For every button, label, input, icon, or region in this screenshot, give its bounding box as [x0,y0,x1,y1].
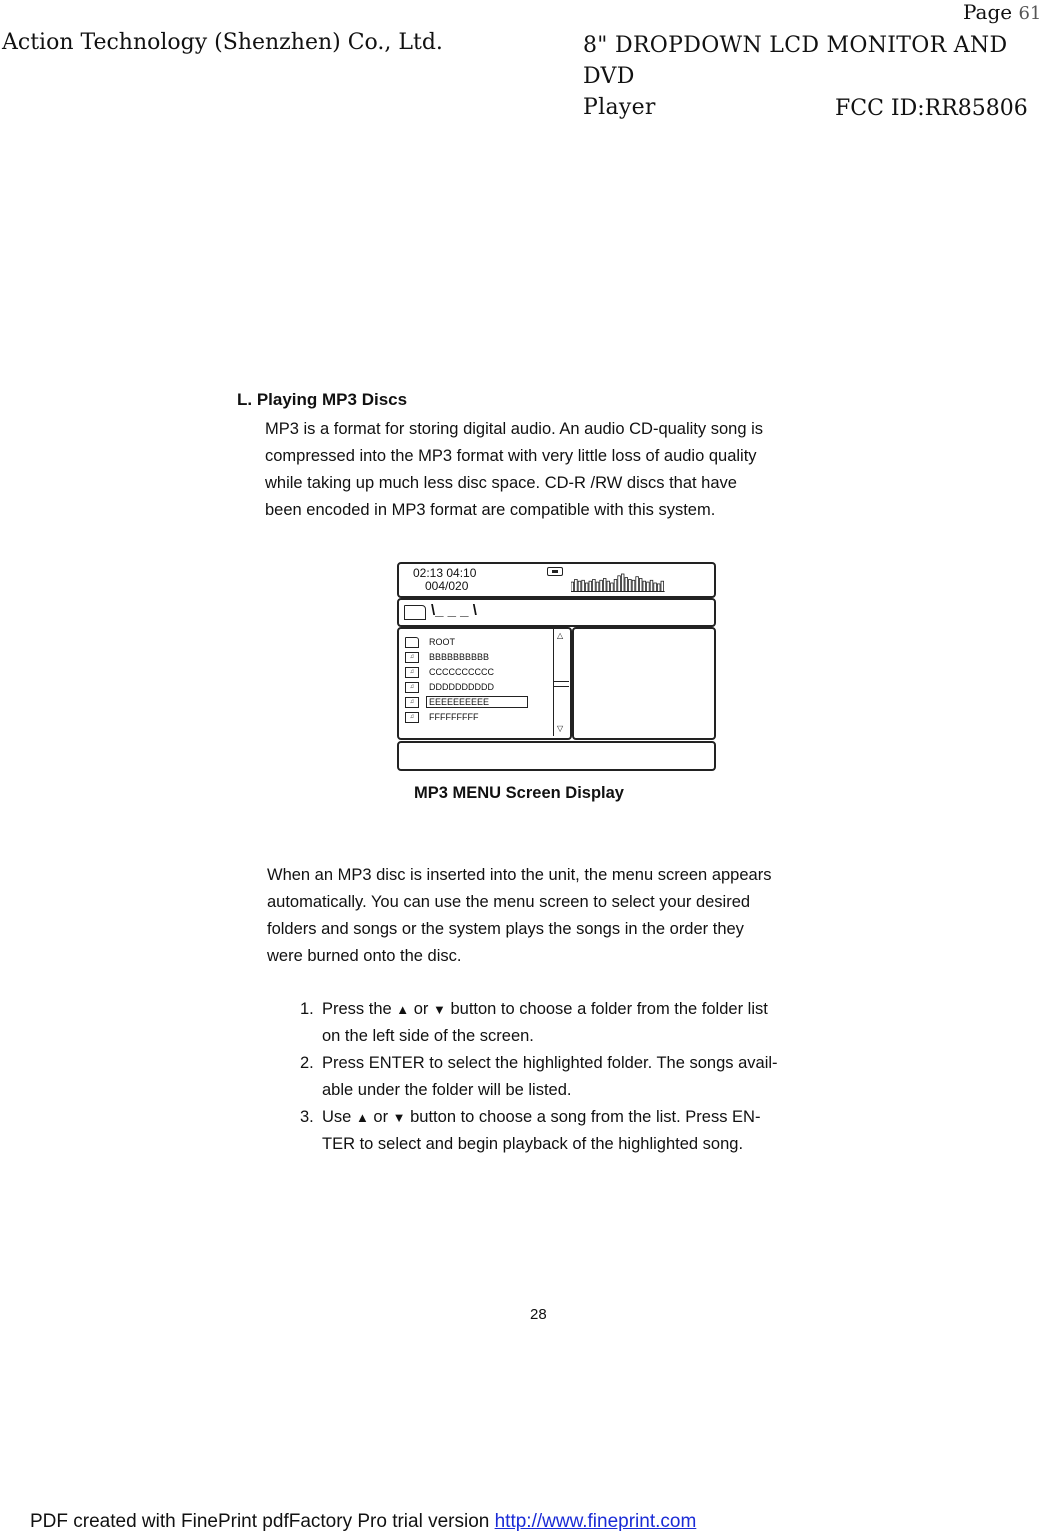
eq-bar [596,582,599,592]
step-3: 3. Use ▲ or ▼ button to choose a song from the list. Press EN- TER to select and begin playback of the highlighted song. [300,1108,761,1153]
mp3-file-icon: ♫ [405,667,419,678]
folder-icon [404,605,426,620]
file-list-panel [397,627,572,740]
eq-bar [632,580,635,592]
eq-bar [643,581,646,592]
eq-bar [639,579,642,593]
section-title: L. Playing MP3 Discs [237,390,408,409]
up-arrow-icon: ▲ [355,1110,369,1125]
mp3-file-icon: ♫ [405,697,419,708]
page-number-value: 61 [1018,3,1042,24]
mp3-file-icon: ♫ [405,652,419,663]
eq-bar [571,582,574,592]
eq-bar [614,579,617,592]
eq-bar [625,578,628,592]
list-item[interactable]: ♫ CCCCCCCCCC [405,665,494,679]
eq-bar [578,581,581,592]
mp3-file-icon: ♫ [405,682,419,693]
company-name: Action Technology (Shenzhen) Co., Ltd. [2,30,443,55]
eq-bar [611,583,614,592]
eq-bar [657,584,660,592]
list-item[interactable]: ♫ DDDDDDDDDD [405,680,494,694]
track-counter: 004/020 [425,579,469,593]
folder-path: \_ _ _ \ [431,602,477,619]
scroll-up-icon[interactable]: △ [557,631,564,640]
eq-bar [647,582,650,592]
pdf-footer: PDF created with FinePrint pdfFactory Pro trial version http://www.fineprint.com [30,1511,697,1532]
play-time: 02:13 04:10 [413,566,477,580]
intro-paragraph: MP3 is a format for storing digital audio. An audio CD-quality song is compressed into the MP3 format with very little loss of audio quality while taking up much less disc space. CD-R /RW discs that have been encoded in MP3 format are compatible with this system. [265,420,763,519]
down-arrow-icon: ▼ [392,1110,406,1125]
play-mode-icon [547,567,563,576]
figure-caption: MP3 MENU Screen Display [414,784,624,802]
scroll-thumb[interactable] [554,681,569,687]
equalizer-bars [571,572,671,592]
eq-bar [585,583,588,592]
fineprint-link[interactable]: http://www.fineprint.com [494,1511,697,1532]
down-arrow-icon: ▼ [433,1002,446,1017]
list-item[interactable]: ROOT [405,635,455,649]
eq-bar [607,581,610,592]
up-arrow-icon: ▲ [396,1002,410,1017]
mp3-file-icon: ♫ [405,712,419,723]
eq-bar [589,581,592,592]
eq-bar [575,579,578,592]
eq-bar [600,580,603,592]
product-title: 8" DROPDOWN LCD MONITOR AND DVD Player [583,33,1008,120]
info-panel [572,627,716,740]
eq-bar [629,579,632,592]
path-bar [397,598,716,627]
step-1: 1. Press the ▲ or ▼ button to choose a folder from the folder list on the left side of the screen. [300,1000,768,1045]
eq-bar [621,574,624,592]
eq-bar [636,577,639,592]
eq-bar [650,580,653,592]
eq-bar [593,579,596,592]
status-bar [397,562,716,598]
scrollbar[interactable] [553,629,569,736]
body-paragraph: When an MP3 disc is inserted into the unit, the menu screen appears automatically. You can use the menu screen to select your desired folders and songs or the system plays the songs in the order they were burned onto the disc. [267,866,772,965]
folder-icon [405,637,419,648]
fcc-id: FCC ID:RR85806 [835,96,1028,121]
scroll-down-icon[interactable]: ▽ [557,724,564,733]
list-item[interactable]: ♫ BBBBBBBBBB [405,650,489,664]
list-item[interactable]: ♫ FFFFFFFFF [405,710,478,724]
bottom-bar [397,741,716,771]
list-item-selected[interactable]: ♫ EEEEEEEEEE [405,695,528,709]
eq-bar [618,576,621,592]
eq-bar [661,581,664,592]
eq-bar [654,583,657,592]
instruction-steps [300,996,860,1158]
step-2: 2. Press ENTER to select the highlighted folder. The songs avail- able under the folder will be listed. [300,1054,778,1099]
eq-bar [603,579,606,593]
eq-bar [582,580,585,592]
page-folio: 28 [530,1306,547,1323]
page-number: Page 61 [963,0,1042,24]
